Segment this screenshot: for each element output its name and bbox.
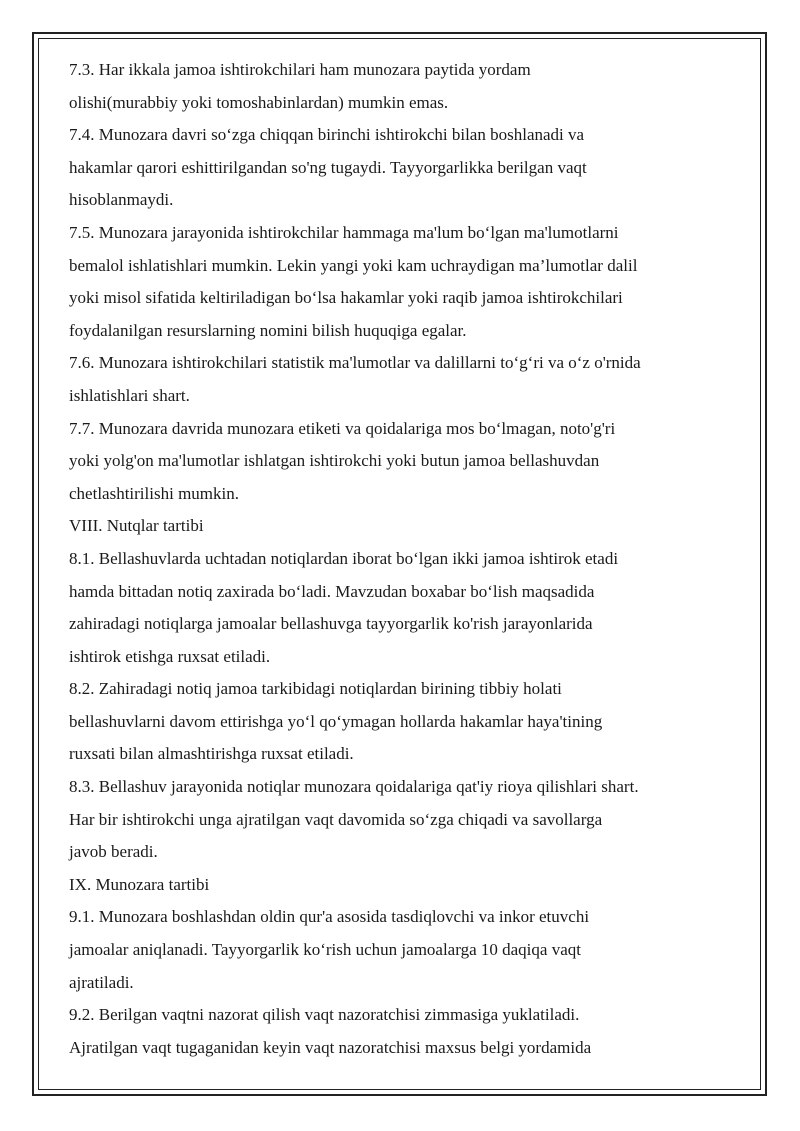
text-line: chetlashtirilishi mumkin. bbox=[69, 483, 239, 503]
text-line: hamda bittadan notiq zaxirada bo‘ladi. Mavzudan boxabar bo‘lish maqsadida bbox=[69, 581, 595, 601]
text-line: 8.1. Bellashuvlarda uchtadan notiqlardan iborat bo‘lgan ikki jamoa ishtirok etadi bbox=[69, 548, 619, 568]
text-line: jamoalar aniqlanadi. Tayyorgarlik ko‘rish uchun jamoalarga 10 daqiqa vaqt bbox=[69, 940, 581, 960]
text-line: bellashuvlarni davom ettirishga yo‘l qo‘ymagan hollarda hakamlar haya'tining bbox=[69, 711, 603, 731]
text-line: 7.7. Munozara davrida munozara etiketi va qoidalariga mos bo‘lmagan, noto'g'ri bbox=[69, 418, 616, 438]
text-line: olishi(murabbiy yoki tomoshabinlardan) mumkin emas. bbox=[69, 92, 449, 112]
text-line: Ajratilgan vaqt tugaganidan keyin vaqt nazoratchisi maxsus belgi yordamida bbox=[69, 1037, 592, 1057]
text-line: javob beradi. bbox=[69, 842, 158, 862]
text-line: hisoblanmaydi. bbox=[69, 190, 174, 210]
text-line: 9.2. Berilgan vaqtni nazorat qilish vaqt nazoratchisi zimmasiga yuklatiladi. bbox=[69, 1005, 580, 1025]
text-line: 9.1. Munozara boshlashdan oldin qur'a asosida tasdiqlovchi va inkor etuvchi bbox=[69, 907, 590, 927]
text-line: ajratiladi. bbox=[69, 972, 134, 992]
text-line: ishtirok etishga ruxsat etiladi. bbox=[69, 646, 271, 666]
document-body bbox=[69, 54, 719, 1064]
text-line: 8.2. Zahiradagi notiq jamoa tarkibidagi notiqlardan birining tibbiy holati bbox=[69, 679, 562, 699]
section-heading: VIII. Nutqlar tartibi bbox=[69, 516, 204, 536]
text-line: ruxsati bilan almashtirishga ruxsat etiladi. bbox=[69, 744, 354, 764]
section-heading: IX. Munozara tartibi bbox=[69, 874, 210, 894]
text-line: yoki misol sifatida keltiriladigan bo‘lsa hakamlar yoki raqib jamoa ishtirokchilari bbox=[69, 288, 623, 308]
text-line: foydalanilgan resurslarning nomini bilish huquqiga egalar. bbox=[69, 320, 467, 340]
text-line: 7.4. Munozara davri so‘zga chiqqan birinchi ishtirokchi bilan boshlanadi va bbox=[69, 125, 585, 145]
text-line: ishlatishlari shart. bbox=[69, 385, 190, 405]
text-line: yoki yolg'on ma'lumotlar ishlatgan ishtirokchi yoki butun jamoa bellashuvdan bbox=[69, 451, 600, 471]
text-line: bemalol ishlatishlari mumkin. Lekin yangi yoki kam uchraydigan ma’lumotlar dalil bbox=[69, 255, 638, 275]
text-line: 7.5. Munozara jarayonida ishtirokchilar hammaga ma'lum bo‘lgan ma'lumotlarni bbox=[69, 222, 619, 242]
text-line: zahiradagi notiqlarga jamoalar bellashuvga tayyorgarlik ko'rish jarayonlarida bbox=[69, 614, 593, 634]
text-line: 7.3. Har ikkala jamoa ishtirokchilari ham munozara paytida yordam bbox=[69, 60, 531, 79]
text-line: Har bir ishtirokchi unga ajratilgan vaqt davomida so‘zga chiqadi va savollarga bbox=[69, 809, 603, 829]
text-line: 8.3. Bellashuv jarayonida notiqlar munozara qoidalariga qat'iy rioya qilishlari shart. bbox=[69, 777, 639, 797]
text-line: 7.6. Munozara ishtirokchilari statistik ma'lumotlar va dalillarni to‘g‘ri va o‘z o'rnida bbox=[69, 353, 641, 373]
text-line: hakamlar qarori eshittirilgandan so'ng tugaydi. Tayyorgarlikka berilgan vaqt bbox=[69, 157, 587, 177]
